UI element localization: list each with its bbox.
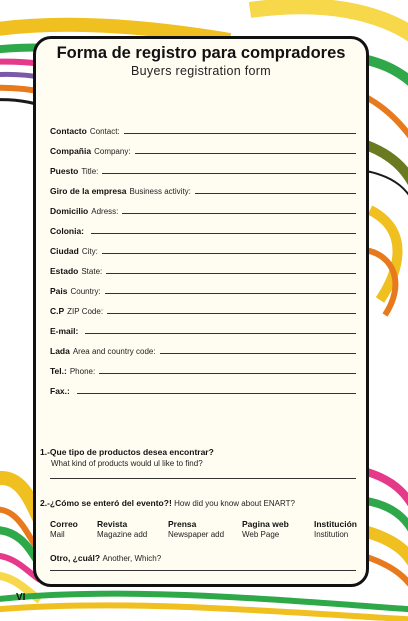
option-label: Prensa	[168, 519, 197, 529]
form-title: Forma de registro para compradores	[56, 44, 346, 62]
field-line[interactable]	[105, 293, 356, 294]
question-2-en: How did you know about ENART?	[174, 499, 295, 508]
option-label-en: Mail	[50, 530, 65, 539]
option-label: Correo	[50, 519, 78, 529]
field-label-en: State:	[81, 267, 103, 276]
field-line[interactable]	[122, 213, 356, 214]
field-contact[interactable]	[50, 122, 356, 136]
field-title[interactable]	[50, 162, 356, 176]
field-line[interactable]	[106, 273, 356, 274]
field-city[interactable]	[50, 242, 356, 256]
field-label: Domicilio	[50, 206, 89, 216]
other-question-en: Another, Which?	[102, 554, 162, 563]
field-fax[interactable]	[50, 382, 356, 396]
field-label: Tel.:	[50, 366, 67, 376]
question-1: 1.-Que tipo de productos desea encontrar?	[40, 447, 214, 457]
field-area-code[interactable]	[50, 342, 356, 356]
field-colonia[interactable]	[50, 222, 356, 236]
field-label-en: Business activity:	[129, 187, 191, 196]
option-label-en: Web Page	[242, 530, 280, 539]
field-line[interactable]	[85, 333, 356, 334]
field-zip-code[interactable]	[50, 302, 356, 316]
option-newspaper[interactable]	[168, 519, 224, 539]
field-company[interactable]	[50, 142, 356, 156]
option-label-en: Magazine add	[97, 530, 148, 539]
field-line[interactable]	[91, 233, 356, 234]
field-label-en: Country:	[70, 287, 101, 296]
option-magazine[interactable]	[97, 519, 147, 539]
field-label-en: Contact:	[89, 127, 120, 136]
field-business-activity[interactable]	[50, 182, 356, 196]
field-label-en: ZIP Code:	[67, 307, 104, 316]
field-label-en: City:	[81, 247, 98, 256]
field-phone[interactable]	[50, 362, 356, 376]
field-line[interactable]	[124, 133, 356, 134]
option-label: Revista	[97, 519, 128, 529]
field-label: Estado	[50, 266, 79, 276]
field-label: Colonia:	[50, 226, 84, 236]
page-number: VI	[16, 592, 26, 603]
field-label: Pais	[50, 286, 68, 296]
option-label: Institución	[314, 519, 357, 529]
field-label: Compañia	[50, 146, 92, 156]
field-label-en: Adress:	[91, 207, 119, 216]
option-web-page[interactable]	[242, 519, 289, 539]
field-country[interactable]	[50, 282, 356, 296]
question-1-en: What kind of products would ul like to find?	[51, 459, 203, 468]
field-line[interactable]	[107, 313, 356, 314]
option-label-en: Institution	[314, 530, 349, 539]
field-label: Ciudad	[50, 246, 79, 256]
field-label: Lada	[50, 346, 70, 356]
field-label-en: Company:	[94, 147, 131, 156]
field-label-en: Area and country code:	[72, 347, 156, 356]
field-email[interactable]	[50, 322, 356, 336]
other-question	[50, 553, 161, 563]
field-line[interactable]	[135, 153, 356, 154]
form-subtitle: Buyers registration form	[131, 64, 271, 78]
other-question-es: Otro, ¿cuál?	[50, 553, 101, 563]
field-line[interactable]	[195, 193, 356, 194]
option-institution[interactable]	[314, 519, 357, 539]
option-label-en: Newspaper add	[168, 530, 225, 539]
answer-1-line[interactable]	[50, 478, 356, 479]
field-address[interactable]	[50, 202, 356, 216]
question-2	[40, 498, 295, 508]
field-line[interactable]	[77, 393, 356, 394]
field-line[interactable]	[99, 373, 356, 374]
option-label: Pagina web	[242, 519, 289, 529]
field-line[interactable]	[102, 253, 356, 254]
field-label: Contacto	[50, 126, 87, 136]
registration-form-card	[33, 36, 369, 587]
field-label-en: Phone:	[69, 367, 96, 376]
field-label: Puesto	[50, 166, 79, 176]
field-label: C.P	[50, 306, 65, 316]
field-label: E-mail:	[50, 326, 79, 336]
question-2-es: 2.-¿Cómo se enteró del evento?!	[40, 498, 172, 508]
option-mail[interactable]	[50, 519, 78, 539]
field-label-en: Title:	[81, 167, 99, 176]
field-state[interactable]	[50, 262, 356, 276]
other-answer-line[interactable]	[50, 570, 356, 571]
field-line[interactable]	[160, 353, 356, 354]
field-label: Fax.:	[50, 386, 70, 396]
field-line[interactable]	[102, 173, 356, 174]
field-label: Giro de la empresa	[50, 186, 127, 196]
